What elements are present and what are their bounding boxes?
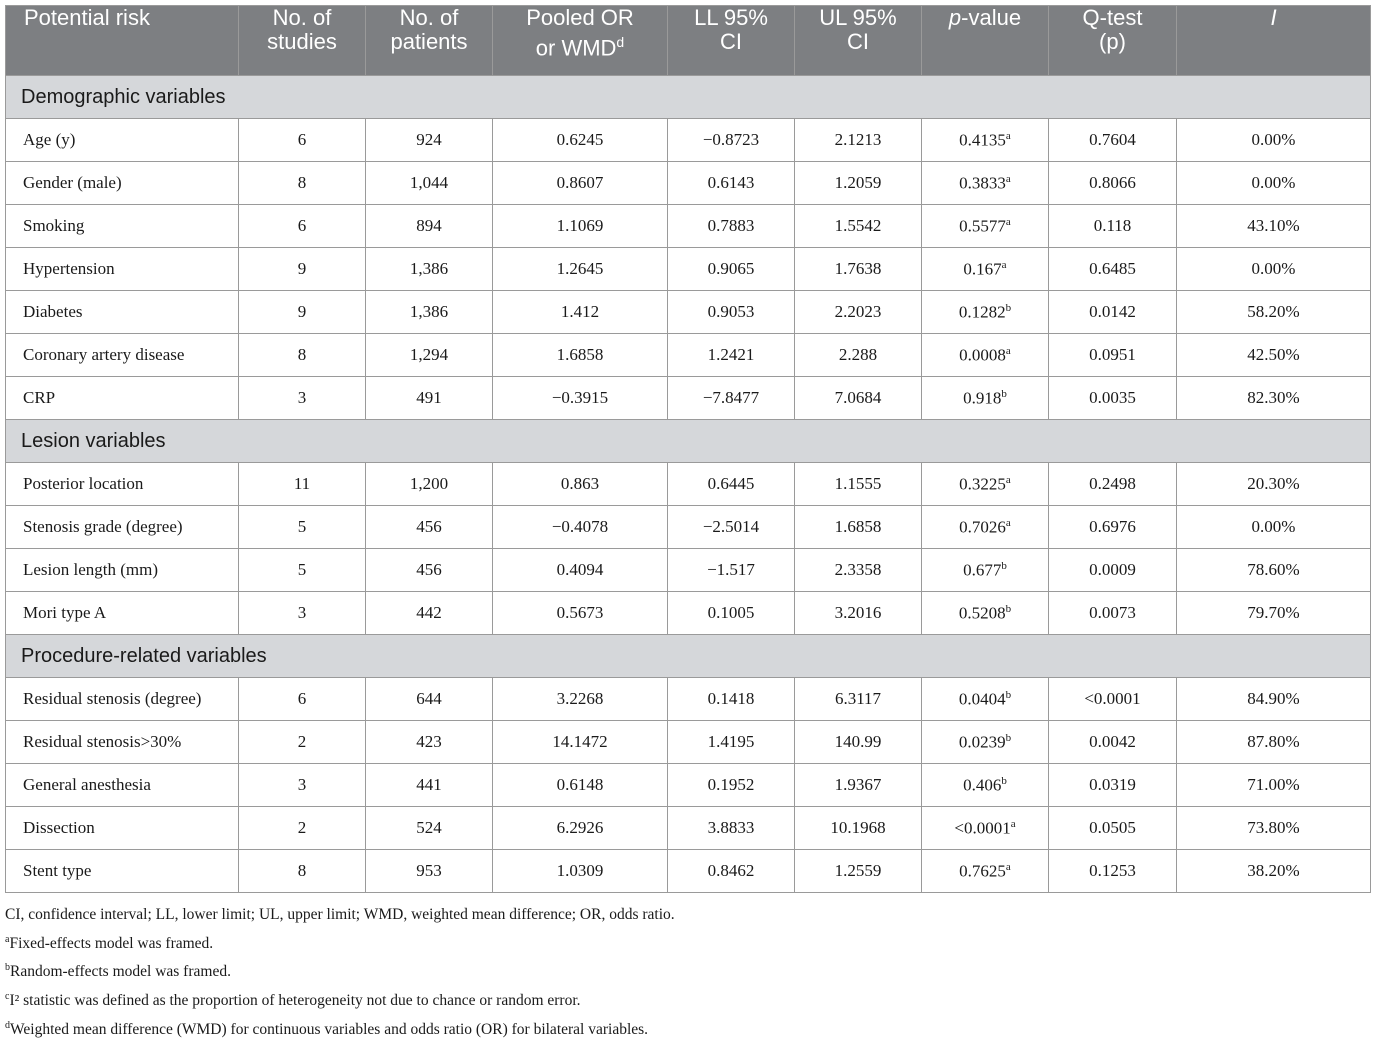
cell-label: Smoking xyxy=(6,205,239,248)
cell-q-test: 0.118 xyxy=(1049,205,1177,248)
cell-q-test: 0.7604 xyxy=(1049,119,1177,162)
cell-studies: 5 xyxy=(239,506,366,549)
cell-patients: 491 xyxy=(366,377,493,420)
cell-q-test: <0.0001 xyxy=(1049,678,1177,721)
footnote-line: $^d$Weighted mean difference (WMD) for continuous variables and odds ratio (OR) for bilateral variables. xyxy=(5,1019,649,1038)
cell-patients: 1,294 xyxy=(366,334,493,377)
cell-i-squared: 42.50% xyxy=(1177,334,1371,377)
cell-q-test: 0.6485 xyxy=(1049,248,1177,291)
header-potential-risk: Potential risk xyxy=(6,6,239,76)
cell-patients: 423 xyxy=(366,721,493,764)
cell-ll: −1.517 xyxy=(668,549,795,592)
cell-q-test: 0.0951 xyxy=(1049,334,1177,377)
cell-i-squared: 20.30% xyxy=(1177,463,1371,506)
cell-label: Stent type xyxy=(6,850,239,893)
model-footnote-marker: a xyxy=(1010,817,1016,830)
cell-q-test: 0.0319 xyxy=(1049,764,1177,807)
cell-i-squared: 0.00% xyxy=(1177,506,1371,549)
cell-p-value: 0.7625$^a$ xyxy=(922,850,1049,893)
cell-p-value: 0.3225$^a$ xyxy=(922,463,1049,506)
header-i-squared: I xyxy=(1177,6,1371,76)
cell-pooled: 0.5673 xyxy=(493,592,668,635)
cell-patients: 1,200 xyxy=(366,463,493,506)
cell-pooled: 1.6858 xyxy=(493,334,668,377)
table-row xyxy=(6,248,1371,291)
cell-ul: 7.0684 xyxy=(795,377,922,420)
table-row xyxy=(6,549,1371,592)
cell-ul: 1.1555 xyxy=(795,463,922,506)
header-p-value: p-value xyxy=(922,6,1049,76)
model-footnote-marker: a xyxy=(1005,129,1011,142)
cell-ul: 2.288 xyxy=(795,334,922,377)
cell-q-test: 0.2498 xyxy=(1049,463,1177,506)
cell-studies: 9 xyxy=(239,248,366,291)
cell-label: Mori type A xyxy=(6,592,239,635)
cell-studies: 6 xyxy=(239,119,366,162)
model-footnote-marker: a xyxy=(1005,344,1011,357)
table-row xyxy=(6,162,1371,205)
cell-studies: 8 xyxy=(239,334,366,377)
cell-i-squared: 87.80% xyxy=(1177,721,1371,764)
header-ll-95-ci: LL 95% CI xyxy=(668,6,795,76)
cell-studies: 2 xyxy=(239,807,366,850)
cell-ul: 3.2016 xyxy=(795,592,922,635)
model-footnote-marker: b xyxy=(1001,559,1007,572)
model-footnote-marker: b xyxy=(1005,688,1012,701)
cell-q-test: 0.0142 xyxy=(1049,291,1177,334)
cell-ul: 140.99 xyxy=(795,721,922,764)
table-row xyxy=(6,678,1371,721)
cell-ul: 1.9367 xyxy=(795,764,922,807)
cell-pooled: 1.412 xyxy=(493,291,668,334)
cell-ll: 0.1005 xyxy=(668,592,795,635)
cell-studies: 8 xyxy=(239,850,366,893)
meta-analysis-table xyxy=(5,5,1371,893)
cell-label: Residual stenosis>30% xyxy=(6,721,239,764)
cell-label: Gender (male) xyxy=(6,162,239,205)
section-title: Demographic variables xyxy=(6,76,1371,119)
cell-ul: 1.5542 xyxy=(795,205,922,248)
cell-q-test: 0.6976 xyxy=(1049,506,1177,549)
cell-pooled: 0.6148 xyxy=(493,764,668,807)
cell-i-squared: 82.30% xyxy=(1177,377,1371,420)
cell-label: Hypertension xyxy=(6,248,239,291)
model-footnote-marker: b xyxy=(1005,301,1012,314)
cell-i-squared: 58.20% xyxy=(1177,291,1371,334)
model-footnote-marker: a xyxy=(1001,258,1007,271)
cell-p-value: 0.0239$^b$ xyxy=(922,721,1049,764)
cell-ll: 0.9053 xyxy=(668,291,795,334)
cell-ul: 10.1968 xyxy=(795,807,922,850)
cell-patients: 1,044 xyxy=(366,162,493,205)
cell-i-squared: 0.00% xyxy=(1177,119,1371,162)
cell-q-test: 0.0505 xyxy=(1049,807,1177,850)
header-q-test: Q-test (p) xyxy=(1049,6,1177,76)
table-row xyxy=(6,205,1371,248)
footnote-line: $^b$Random-effects model was framed. xyxy=(5,962,231,981)
header-no-of-patients: No. of patients xyxy=(366,6,493,76)
cell-ul: 2.3358 xyxy=(795,549,922,592)
cell-i-squared: 84.90% xyxy=(1177,678,1371,721)
cell-ul: 2.2023 xyxy=(795,291,922,334)
model-footnote-marker: a xyxy=(1005,215,1011,228)
cell-i-squared: 78.60% xyxy=(1177,549,1371,592)
cell-i-squared: 73.80% xyxy=(1177,807,1371,850)
table-row xyxy=(6,463,1371,506)
cell-pooled: 6.2926 xyxy=(493,807,668,850)
cell-studies: 11 xyxy=(239,463,366,506)
cell-label: Stenosis grade (degree) xyxy=(6,506,239,549)
cell-p-value: 0.3833$^a$ xyxy=(922,162,1049,205)
cell-ll: 0.6143 xyxy=(668,162,795,205)
cell-p-value: 0.918$^b$ xyxy=(922,377,1049,420)
cell-patients: 524 xyxy=(366,807,493,850)
section-row xyxy=(6,76,1371,119)
cell-label: Coronary artery disease xyxy=(6,334,239,377)
header-pooled-or-wmd: Pooled OR or WMD$^d$ xyxy=(493,6,668,76)
table-row xyxy=(6,721,1371,764)
cell-ll: 0.1952 xyxy=(668,764,795,807)
cell-studies: 3 xyxy=(239,592,366,635)
cell-p-value: 0.167$^a$ xyxy=(922,248,1049,291)
cell-p-value: 0.406$^b$ xyxy=(922,764,1049,807)
footnote-line: $^c$I² statistic was defined as the proportion of heterogeneity not due to chance or random error. xyxy=(5,990,581,1010)
cell-pooled: 0.6245 xyxy=(493,119,668,162)
cell-label: Age (y) xyxy=(6,119,239,162)
cell-p-value: 0.677$^b$ xyxy=(922,549,1049,592)
section-row xyxy=(6,635,1371,678)
cell-pooled: 0.4094 xyxy=(493,549,668,592)
cell-label: Lesion length (mm) xyxy=(6,549,239,592)
cell-studies: 3 xyxy=(239,377,366,420)
cell-label: Residual stenosis (degree) xyxy=(6,678,239,721)
cell-patients: 1,386 xyxy=(366,291,493,334)
footnote-line: CI, confidence interval; LL, lower limit; UL, upper limit; WMD, weighted mean difference; OR, odds ratio. xyxy=(5,906,675,924)
cell-ul: 1.6858 xyxy=(795,506,922,549)
model-footnote-marker: a xyxy=(1005,516,1011,529)
cell-q-test: 0.0009 xyxy=(1049,549,1177,592)
cell-pooled: 0.863 xyxy=(493,463,668,506)
cell-pooled: 1.1069 xyxy=(493,205,668,248)
table-row xyxy=(6,291,1371,334)
cell-i-squared: 43.10% xyxy=(1177,205,1371,248)
cell-studies: 9 xyxy=(239,291,366,334)
section-row xyxy=(6,420,1371,463)
cell-label: Diabetes xyxy=(6,291,239,334)
table-row xyxy=(6,377,1371,420)
cell-studies: 3 xyxy=(239,764,366,807)
table-row xyxy=(6,592,1371,635)
cell-p-value: 0.4135$^a$ xyxy=(922,119,1049,162)
cell-i-squared: 38.20% xyxy=(1177,850,1371,893)
cell-pooled: 14.1472 xyxy=(493,721,668,764)
cell-studies: 6 xyxy=(239,678,366,721)
section-title: Lesion variables xyxy=(6,420,1371,463)
cell-ll: 3.8833 xyxy=(668,807,795,850)
cell-studies: 6 xyxy=(239,205,366,248)
cell-studies: 5 xyxy=(239,549,366,592)
cell-ul: 2.1213 xyxy=(795,119,922,162)
cell-q-test: 0.0042 xyxy=(1049,721,1177,764)
table-row xyxy=(6,807,1371,850)
cell-p-value: 0.0008$^a$ xyxy=(922,334,1049,377)
cell-pooled: 3.2268 xyxy=(493,678,668,721)
cell-ll: −0.8723 xyxy=(668,119,795,162)
table-row xyxy=(6,119,1371,162)
table-footnotes xyxy=(5,899,675,1042)
cell-patients: 894 xyxy=(366,205,493,248)
cell-ul: 1.7638 xyxy=(795,248,922,291)
footnote-line: $^a$Fixed-effects model was framed. xyxy=(5,933,214,952)
cell-pooled: −0.3915 xyxy=(493,377,668,420)
cell-q-test: 0.0035 xyxy=(1049,377,1177,420)
header-no-of-studies: No. of studies xyxy=(239,6,366,76)
cell-patients: 456 xyxy=(366,549,493,592)
cell-patients: 456 xyxy=(366,506,493,549)
model-footnote-marker: a xyxy=(1005,860,1011,873)
cell-ll: 0.7883 xyxy=(668,205,795,248)
cell-patients: 644 xyxy=(366,678,493,721)
cell-pooled: 1.2645 xyxy=(493,248,668,291)
table-row xyxy=(6,334,1371,377)
cell-p-value: <0.0001$^a$ xyxy=(922,807,1049,850)
cell-ll: −7.8477 xyxy=(668,377,795,420)
cell-label: CRP xyxy=(6,377,239,420)
cell-ll: 1.4195 xyxy=(668,721,795,764)
model-footnote-marker: a xyxy=(1005,473,1011,486)
cell-q-test: 0.0073 xyxy=(1049,592,1177,635)
cell-patients: 924 xyxy=(366,119,493,162)
cell-ll: 0.8462 xyxy=(668,850,795,893)
cell-label: General anesthesia xyxy=(6,764,239,807)
section-title: Procedure-related variables xyxy=(6,635,1371,678)
cell-patients: 442 xyxy=(366,592,493,635)
cell-p-value: 0.5577$^a$ xyxy=(922,205,1049,248)
cell-q-test: 0.1253 xyxy=(1049,850,1177,893)
model-footnote-marker: b xyxy=(1001,774,1007,787)
cell-studies: 8 xyxy=(239,162,366,205)
model-footnote-marker: b xyxy=(1005,602,1012,615)
cell-patients: 953 xyxy=(366,850,493,893)
table-row xyxy=(6,850,1371,893)
cell-i-squared: 0.00% xyxy=(1177,162,1371,205)
cell-label: Posterior location xyxy=(6,463,239,506)
cell-ul: 1.2559 xyxy=(795,850,922,893)
table-body xyxy=(6,76,1371,893)
cell-ll: 0.1418 xyxy=(668,678,795,721)
model-footnote-marker: b xyxy=(1001,387,1007,400)
cell-ul: 6.3117 xyxy=(795,678,922,721)
cell-pooled: 0.8607 xyxy=(493,162,668,205)
cell-ll: 0.9065 xyxy=(668,248,795,291)
cell-pooled: 1.0309 xyxy=(493,850,668,893)
cell-ll: −2.5014 xyxy=(668,506,795,549)
cell-p-value: 0.5208$^b$ xyxy=(922,592,1049,635)
cell-patients: 441 xyxy=(366,764,493,807)
table-row xyxy=(6,506,1371,549)
cell-q-test: 0.8066 xyxy=(1049,162,1177,205)
cell-i-squared: 0.00% xyxy=(1177,248,1371,291)
cell-i-squared: 79.70% xyxy=(1177,592,1371,635)
cell-p-value: 0.7026$^a$ xyxy=(922,506,1049,549)
cell-pooled: −0.4078 xyxy=(493,506,668,549)
cell-studies: 2 xyxy=(239,721,366,764)
model-footnote-marker: b xyxy=(1005,731,1012,744)
cell-label: Dissection xyxy=(6,807,239,850)
cell-patients: 1,386 xyxy=(366,248,493,291)
header-ul-95-ci: UL 95% CI xyxy=(795,6,922,76)
table-header xyxy=(6,6,1371,76)
cell-p-value: 0.0404$^b$ xyxy=(922,678,1049,721)
cell-i-squared: 71.00% xyxy=(1177,764,1371,807)
cell-ll: 0.6445 xyxy=(668,463,795,506)
table-row xyxy=(6,764,1371,807)
cell-ll: 1.2421 xyxy=(668,334,795,377)
cell-p-value: 0.1282$^b$ xyxy=(922,291,1049,334)
cell-ul: 1.2059 xyxy=(795,162,922,205)
model-footnote-marker: a xyxy=(1005,172,1011,185)
